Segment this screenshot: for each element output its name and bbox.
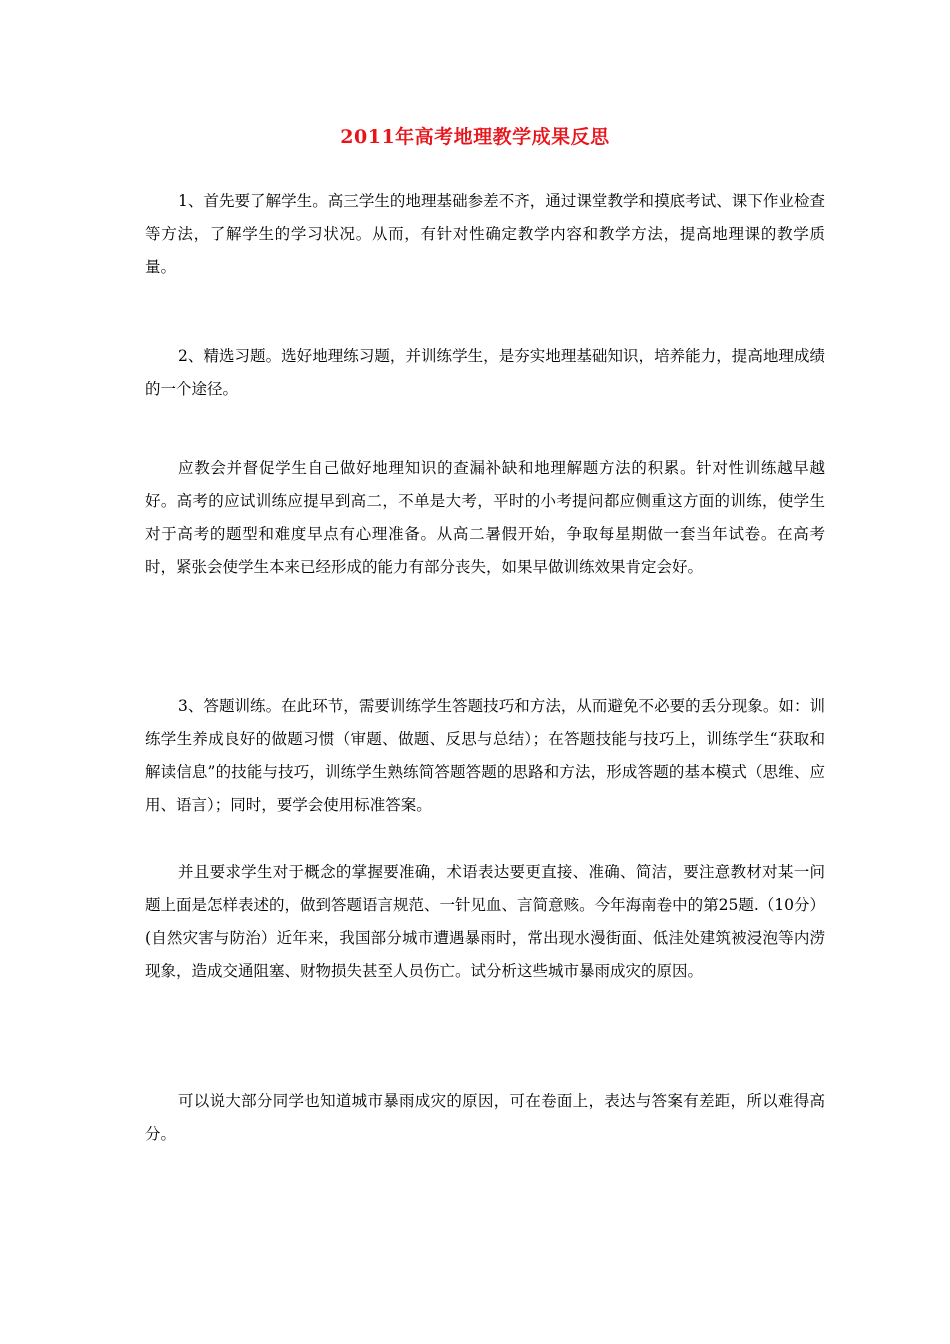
paragraph-select-exercises: 2、精选习题。选好地理练习题，并训练学生，是夯实地理基础知识，培养能力，提高地理成绩的一个途径。 — [145, 347, 825, 398]
paragraph-understand-students: 1、首先要了解学生。高三学生的地理基础参差不齐，通过课堂教学和摸底考试、课下作业检查等方法，了解学生的学习状况。从而，有针对性确定教学内容和教学方法，提高地理课的教学质量。 — [145, 192, 825, 276]
document-title: 2011年高考地理教学成果反思 — [340, 126, 610, 148]
paragraph-precise-concepts: 并且要求学生对于概念的掌握要准确，术语表达要更直接、准确、简洁，要注意教材对某一问题上面是怎样表述的，做到答题语言规范、一针见血、言简意赅。今年海南卷中的第25题.（10分）(自然灾害与防治）近年来，我国部分城市遭遇暴雨时，常出现水漫街面、低洼处建筑被浸泡等内涝现象，造成交通阻塞、财物损失甚至人员伤亡。试分析这些城市暴雨成灾的原因。 — [145, 863, 825, 980]
paragraph-conclusion: 可以说大部分同学也知道城市暴雨成灾的原因，可在卷面上，表达与答案有差距，所以难得高分。 — [145, 1092, 825, 1143]
paragraph-answer-training: 3、答题训练。在此环节，需要训练学生答题技巧和方法，从而避免不必要的丢分现象。如：训练学生养成良好的做题习惯（审题、做题、反思与总结）；在答题技能与技巧上，训练学生“获取和解读信息”的技能与技巧，训练学生熟练简答题答题的思路和方法，形成答题的基本模式（思维、应用、语言）；同时，要学会使用标准答案。 — [145, 697, 825, 814]
paragraph-early-training: 应教会并督促学生自己做好地理知识的查漏补缺和地理解题方法的积累。针对性训练越早越好。高考的应试训练应提早到高二，不单是大考，平时的小考提问都应侧重这方面的训练，使学生对于高考的题型和难度早点有心理准备。从高二暑假开始，争取每星期做一套当年试卷。在高考时，紧张会使学生本来已经形成的能力有部分丧失，如果早做训练效果肯定会好。 — [145, 459, 825, 576]
